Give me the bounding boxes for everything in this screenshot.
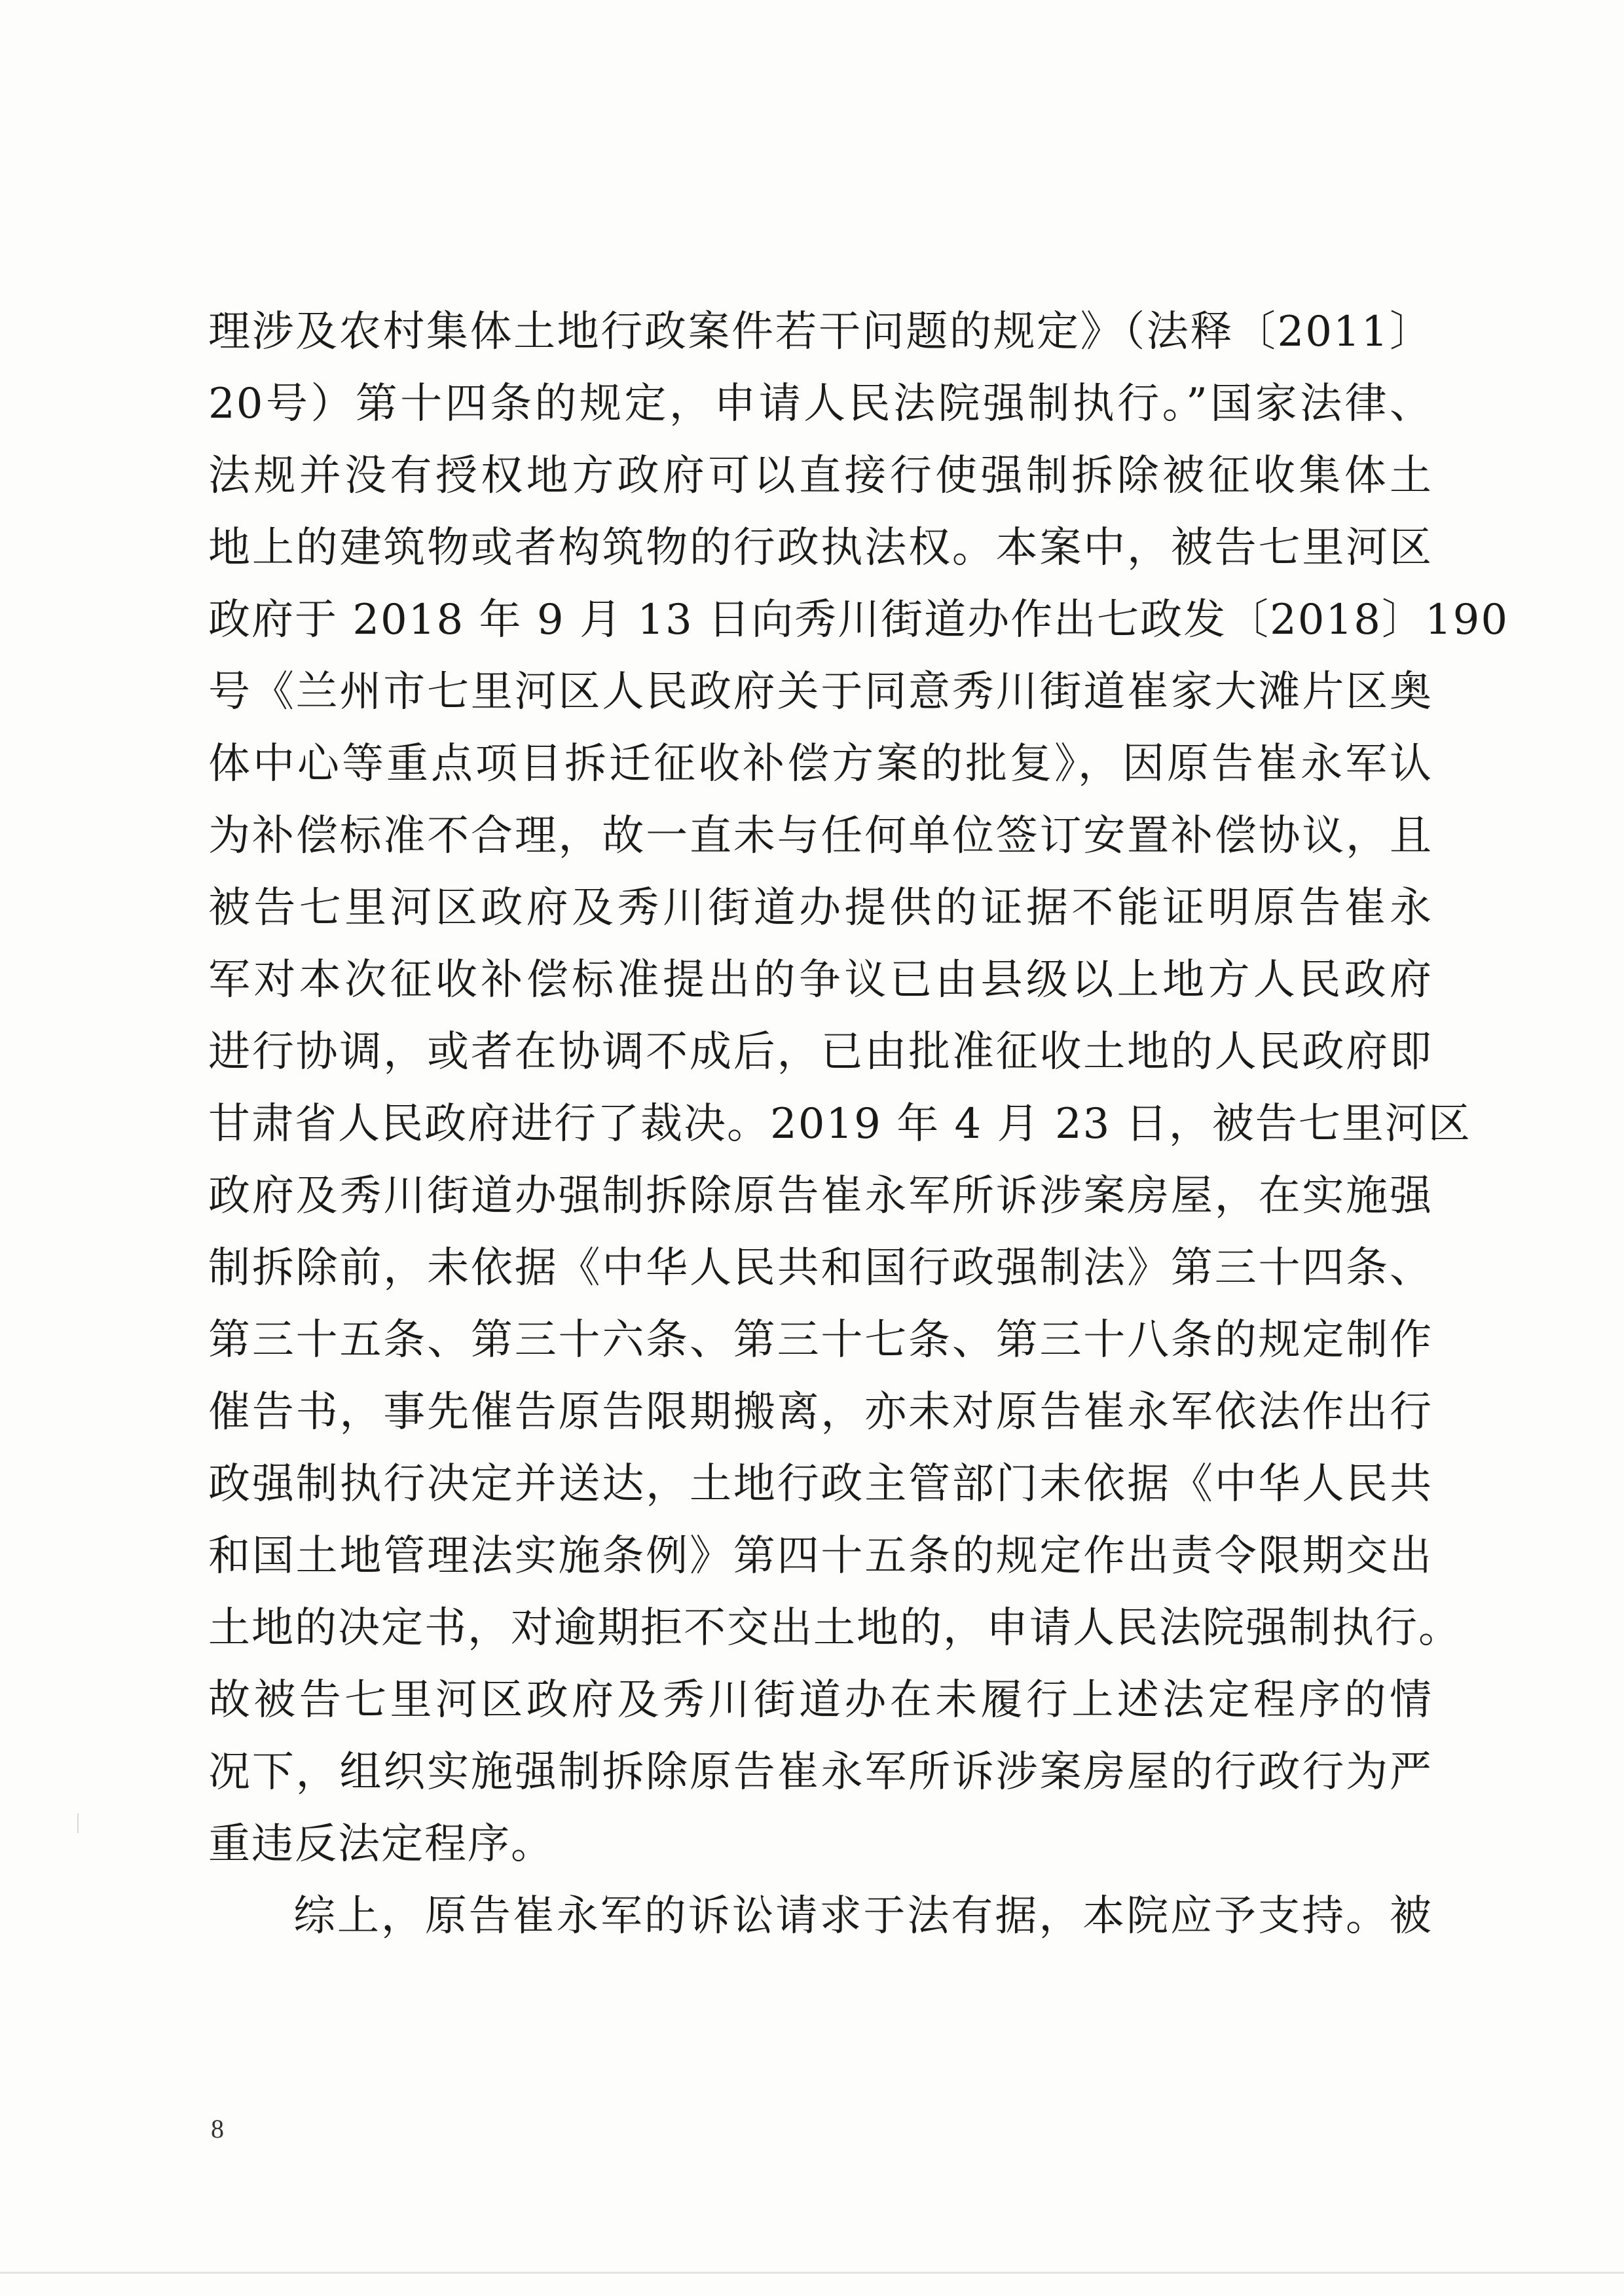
- scan-artifact-mark: [77, 1813, 79, 1833]
- body-text: [208, 296, 1509, 1952]
- text-line-9: 被告七里河区政府及秀川街道办提供的证据不能证明原告崔永: [208, 884, 1433, 932]
- text-line-15: 第三十五条、第三十六条、第三十七条、第三十八条的规定制作: [208, 1316, 1433, 1364]
- bottom-edge-line: [0, 2272, 1624, 2274]
- text-line-17: 政强制执行决定并送达，土地行政主管部门未依据《中华人民共: [208, 1460, 1433, 1508]
- text-line-16: 催告书，事先催告原告限期搬离，亦未对原告崔永军依法作出行: [208, 1388, 1433, 1436]
- text-line-11: 进行协调，或者在协调不成后，已由批准征收土地的人民政府即: [208, 1028, 1433, 1076]
- text-line-10: 军对本次征收补偿标准提出的争议已由县级以上地方人民政府: [208, 956, 1433, 1004]
- text-line-12: 甘肃省人民政府进行了裁决。2019 年 4 月 23 日，被告七里河区: [208, 1100, 1471, 1148]
- text-line-2: 20号）第十四条的规定，申请人民法院强制执行。”国家法律、: [208, 380, 1433, 428]
- text-line-6: 号《兰州市七里河区人民政府关于同意秀川街道崔家大滩片区奥: [208, 668, 1433, 716]
- text-line-7: 体中心等重点项目拆迁征收补偿方案的批复》，因原告崔永军认: [208, 740, 1433, 788]
- text-line-23: 综上，原告崔永军的诉讼请求于法有据，本院应予支持。被: [293, 1892, 1433, 1941]
- text-line-5: 政府于 2018 年 9 月 13 日向秀川街道办作出七政发〔2018〕190: [208, 596, 1509, 644]
- text-line-1: 理涉及农村集体土地行政案件若干问题的规定》（法释〔2011〕: [208, 308, 1433, 356]
- page-number: 8: [211, 2114, 224, 2143]
- text-line-8: 为补偿标准不合理，故一直未与任何单位签订安置补偿协议，且: [208, 812, 1433, 860]
- text-line-18: 和国土地管理法实施条例》第四十五条的规定作出责令限期交出: [208, 1532, 1433, 1580]
- text-line-13: 政府及秀川街道办强制拆除原告崔永军所诉涉案房屋，在实施强: [208, 1172, 1433, 1220]
- text-line-22: 重违反法定程序。: [208, 1820, 554, 1868]
- text-line-19: 土地的决定书，对逾期拒不交出土地的，申请人民法院强制执行。: [208, 1604, 1462, 1652]
- text-line-21: 况下，组织实施强制拆除原告崔永军所诉涉案房屋的行政行为严: [208, 1748, 1433, 1796]
- text-line-20: 故被告七里河区政府及秀川街道办在未履行上述法定程序的情: [208, 1676, 1433, 1724]
- text-line-14: 制拆除前，未依据《中华人民共和国行政强制法》第三十四条、: [208, 1244, 1433, 1292]
- text-line-3: 法规并没有授权地方政府可以直接行使强制拆除被征收集体土: [208, 452, 1433, 500]
- text-line-4: 地上的建筑物或者构筑物的行政执法权。本案中，被告七里河区: [208, 524, 1433, 572]
